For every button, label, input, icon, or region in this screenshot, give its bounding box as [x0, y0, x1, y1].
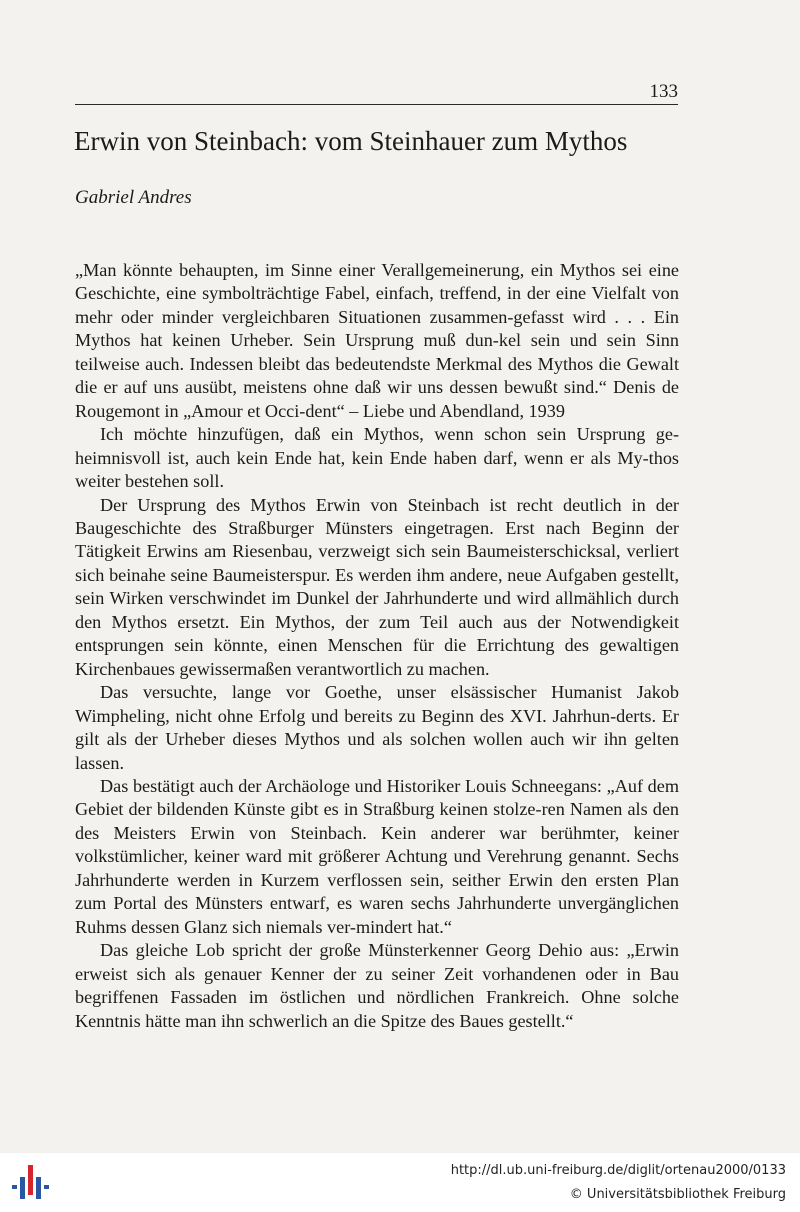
paragraph-myth-origin: Ich möchte hinzufügen, daß ein Mythos, wenn schon sein Ursprung ge-heimnisvoll ist, auch kein Ende hat, kein Ende haben darf, wenn er als My-thos weiter bestehen soll. — [75, 424, 679, 492]
paragraph-schneegans: Das bestätigt auch der Archäologe und Historiker Louis Schneegans: „Auf dem Gebiet der bildenden Künste gibt es in Straßburg keinen stolze-ren Namen als den des Meisters Erwin von Steinbach. Kein anderer war berühmter, keiner volkstümlicher, keiner ward mit größerer Achtung und Verehrung genannt. Sechs Jahrhunderte werden in Kurzem verflossen sein, seither Erwin den ersten Plan zum Portal des Münsters entwarf, es waren sechs Jahrhunderte unvergänglichen Ruhms dessen Glanz sich niemals ver-mindert hat.“ — [75, 775, 679, 937]
footer-copyright: © Universitätsbibliothek Freiburg — [569, 1187, 786, 1202]
paragraph-dehio: Das gleiche Lob spricht der große Münsterkenner Georg Dehio aus: „Erwin erweist sich als genauer Kenner der zu seiner Zeit vorhandenen oder in Bau begriffenen Fassaden im östlichen und nördlichen Frankreich. Ohne solche Kenntnis hätte man ihn schwerlich an die Spitze des Baues gestellt.“ — [75, 940, 679, 1031]
footer-source-url[interactable]: http://dl.ub.uni-freiburg.de/diglit/ortenau2000/0133 — [450, 1163, 786, 1178]
header-rule — [75, 104, 678, 105]
ub-freiburg-logo-icon — [10, 1163, 52, 1203]
paragraph-quote-rougemont: „Man könnte behaupten, im Sinne einer Verallgemeinerung, ein Mythos sei eine Geschichte, eine symbolträchtige Fabel, einfach, treffend, in der eine Vielfalt von mehr oder minder vergleichbaren Situationen zusammen-gefasst wird . . . Ein Mythos hat keinen Urheber. Sein Ursprung muß dun-kel sein und sein Sinn teilweise auch. Indessen bleibt das bedeutendste Merkmal des Mythos die Gewalt die er auf uns ausübt, meistens ohne daß wir uns dessen bewußt sind.“ Denis de Rougemont in „Amour et Occi-dent“ – Liebe und Abendland, 1939 — [75, 260, 679, 421]
author-name: Gabriel Andres — [75, 187, 192, 208]
article-body — [75, 259, 679, 1033]
page-number: 133 — [649, 81, 678, 102]
article-title: Erwin von Steinbach: vom Steinhauer zum Mythos — [74, 126, 628, 156]
paragraph-erwin-origin: Der Ursprung des Mythos Erwin von Steinbach ist recht deutlich in der Baugeschichte des Straßburger Münsters eingetragen. Erst nach Beginn der Tätigkeit Erwins am Riesenbau, verzweigt sich sein Baumeisterschicksal, verliert sich beinahe seine Baumeisterspur. Es werden ihm andere, neue Aufgaben gestellt, sein Wirken verschwindet im Dunkel der Jahrhunderte und wird allmählich durch den Mythos ersetzt. Ein Mythos, der zum Teil auch aus der Notwendigkeit entsprungen sein könnte, einen Menschen für die Errichtung des gewaltigen Kirchenbaues gewissermaßen verantwortlich zu machen. — [75, 494, 679, 679]
paragraph-wimpheling: Das versuchte, lange vor Goethe, unser elsässischer Humanist Jakob Wimpheling, nicht ohne Erfolg und bereits zu Beginn des XVI. Jahrhun-derts. Er gilt als der Urheber dieses Mythos und als solchen wollen auch wir ihn gelten lassen. — [75, 682, 679, 773]
library-footer — [0, 1153, 800, 1212]
